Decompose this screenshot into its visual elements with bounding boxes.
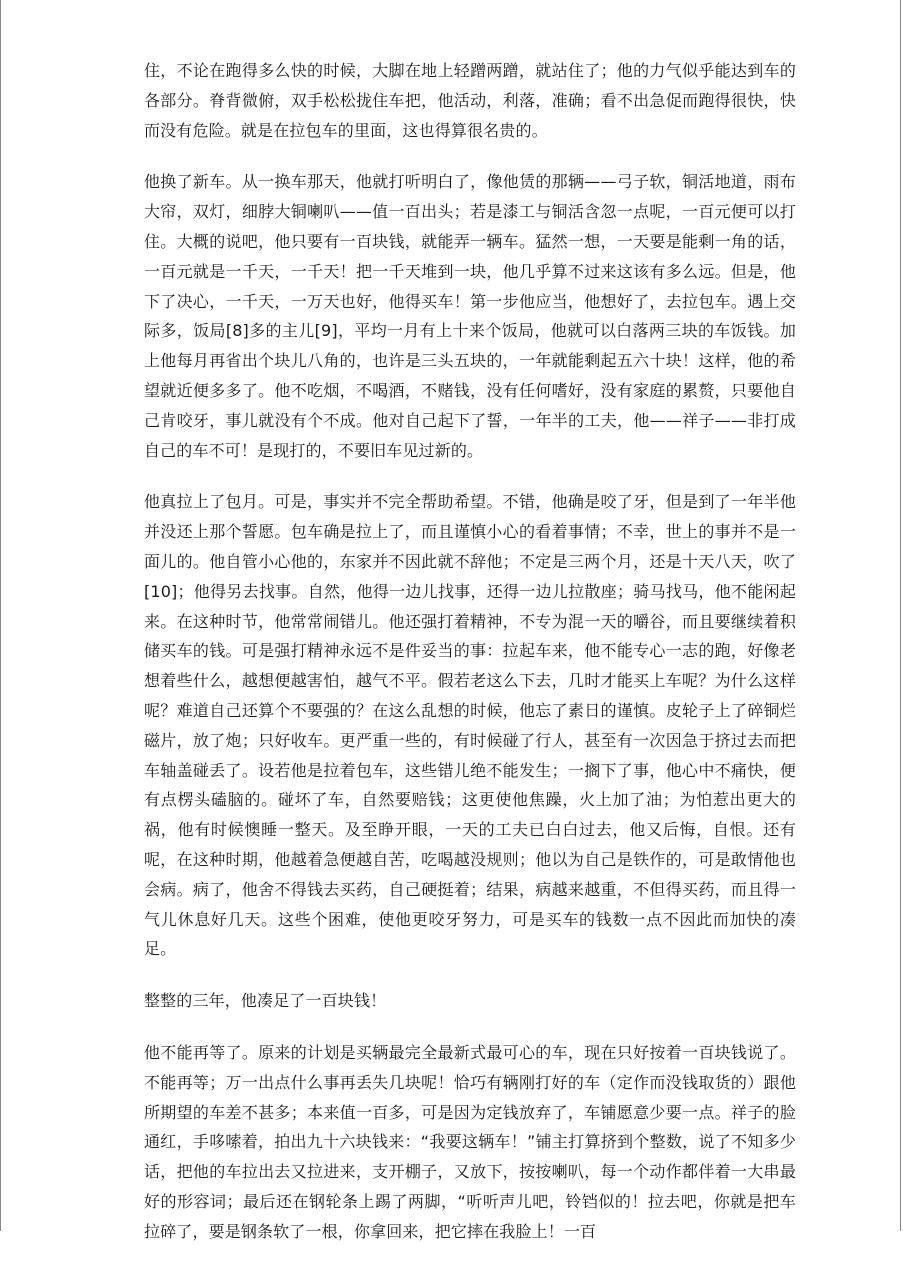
paragraph: 整整的三年，他凑足了一百块钱！ bbox=[144, 991, 387, 1011]
paragraph: 他换了新车。从一换车那天，他就打听明白了，像他赁的那辆——弓子软，铜活地道，雨布大帘，双灯，细脖大铜喇叭——值一百出头；若是漆工与铜活含忽一点呢，一百元便可以打住。大概的说吧，他只要有一百块钱，就能弄一辆车。猛然一想，一天要是能剩一角的话，一百元就是一千天，一千天！把一千天堆到一块，他几乎算不过来这该有多么远。但是，他下了决心，一千天，一万天也好，他得买车！第一步他应当，他想好了，去拉包车。遇上交际多，饭局[8]多的主儿[9]，平均一月有上十来个饭局，他就可以白落两三块的车饭钱。加上他每月再省出个块儿八角的，也许是三头五块的，一年就能剩起五六十块！这样，他的希望就近便多多了。他不吃烟，不喝酒，不赌钱，没有任何嗜好，没有家庭的累赘，只要他自己肯咬牙，事儿就没有个不成。他对自己起下了誓，一年半的工夫，他——祥子——非打成自己的车不可！是现打的，不要旧车见过新的。 bbox=[144, 172, 796, 460]
paragraph: 住，不论在跑得多么快的时候，大脚在地上轻蹭两蹭，就站住了；他的力气似乎能达到车的各部分。脊背微俯，双手松松拢住车把，他活动，利落，准确；看不出急促而跑得很快，快而没有危险。就是在拉包车的里面，这也得算很名贵的。 bbox=[144, 61, 796, 140]
paragraph: 他不能再等了。原来的计划是买辆最完全最新式最可心的车，现在只好按着一百块钱说了。不能再等；万一出点什么事再丢失几块呢！恰巧有辆刚打好的车（定作而没钱取货的）跟他所期望的车差不甚多；本来值一百多，可是因为定钱放弃了，车铺愿意少要一点。祥子的脸通红，手哆嗦着，拍出九十六块钱来：“我要这辆车！”铺主打算挤到个整数，说了不知多少话，把他的车拉出去又拉进来，支开棚子，又放下，按按喇叭，每一个动作都伴着一大串最好的形容词；最后还在钢轮条上踢了两脚，“听听声儿吧，铃铛似的！拉去吧，你就是把车拉碎了，要是钢条软了一根，你拿回来，把它摔在我脸上！一百 bbox=[144, 1042, 796, 1241]
paragraph: 他真拉上了包月。可是，事实并不完全帮助希望。不错，他确是咬了牙，但是到了一年半他并没还上那个誓愿。包车确是拉上了，而且谨慎小心的看着事情；不幸，世上的事并不是一面儿的。他自管小心他的，东家并不因此就不辞他；不定是三两个月，还是十天八天，吹了[10]；他得另去找事。自然，他得一边儿找事，还得一边儿拉散座；骑马找马，他不能闲起来。在这种时节，他常常闹错儿。他还强打着精神，不专为混一天的嚼谷，而且要继续着积储买车的钱。可是强打精神永远不是件妥当的事：拉起车来，他不能专心一志的跑，好像老想着些什么，越想便越害怕，越气不平。假若老这么下去，几时才能买上车呢？为什么这样呢？难道自己还算个不要强的？在这么乱想的时候，他忘了素日的谨慎。皮轮子上了碎铜烂磁片，放了炮；只好收车。更严重一些的，有时候碰了行人，甚至有一次因急于挤过去而把车轴盖碰丢了。设若他是拉着包车，这些错儿绝不能发生；一搁下了事，他心中不痛快，便有点楞头磕脑的。碰坏了车，自然要赔钱；这更使他焦躁，火上加了油；为怕惹出更大的祸，他有时候懊睡一整天。及至睁开眼，一天的工夫已白白过去，他又后悔，自恨。还有呢，在这种时期，他越着急便越自苦，吃喝越没规则；他以为自己是铁作的，可是敢情他也会病。病了，他舍不得钱去买药，自己硬挺着；结果，病越来越重，不但得买药，而且得一气儿休息好几天。这些个困难，使他更咬牙努力，可是买车的钱数一点不因此而加快的凑足。 bbox=[144, 492, 796, 959]
document-body bbox=[144, 56, 796, 1268]
